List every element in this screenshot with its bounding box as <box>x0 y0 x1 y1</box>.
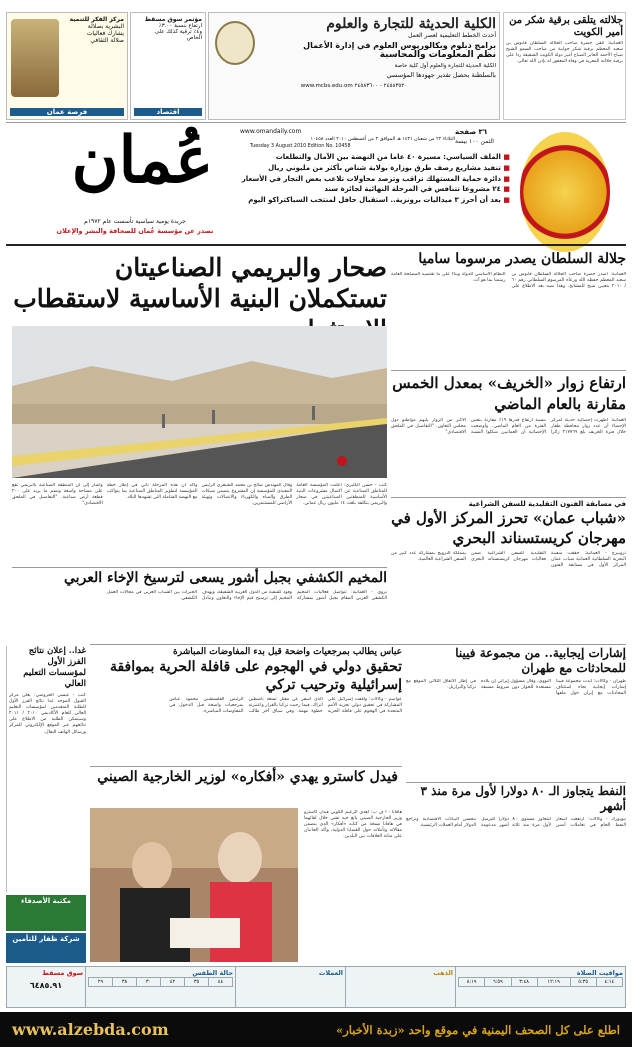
lead-body-col: كتب - حسن الكثيري: أعلنت المؤسسة العامة للمناطق الصناعية عن اكتمال مشروعات البنية الأساسية للمنطقتين الصناعيتين في صحار والبريمي بتكلفة بلغت ١٤ مليون ريال عماني. <box>296 483 387 507</box>
college-ad-title: الكلية الحديثة للتجارة والعلوم <box>326 16 496 32</box>
website[interactable]: www.omandaily.com <box>240 128 302 135</box>
castro-meeting-photo <box>90 808 298 962</box>
teaser-item[interactable] <box>240 163 510 174</box>
college-ad[interactable] <box>208 12 500 120</box>
currency-label: العملات <box>318 969 343 977</box>
oil-story <box>406 784 626 960</box>
banner-slogan: اطلع على كل الصحف اليمنية في موقع واحد «زبدة الأخبار» <box>336 1022 620 1037</box>
stock-value: ٦٤٨٥.٩١ <box>29 981 63 990</box>
abbas-story <box>90 646 402 764</box>
shabab-kicker: في مسابقة الفنون التقليدية للسفن الشراعية <box>468 500 626 508</box>
iran-story <box>406 646 626 780</box>
stock-label: سوق مسقط <box>42 969 83 977</box>
teasers-list <box>240 152 510 206</box>
shabab-headline: «شباب عمان» تحرز المركز الأول في مهرجان كريستسناند البحري <box>391 509 626 547</box>
castro-story <box>90 768 402 964</box>
lead-body <box>12 483 387 565</box>
bullet-icon: ■ <box>500 185 510 194</box>
prayer-time: ٦:٥٩ <box>485 978 511 987</box>
masthead-publisher: تصدر عن مؤسسة عُمان للصحافة والنشر والإعلان <box>56 227 214 235</box>
economy-teaser-line: و٤٪ ترقية كذلك على <box>154 29 202 35</box>
oil-headline: النفط يتجاوز الـ ٨٠ دولارا لأول مرة منذ ٣ أشهر <box>420 784 626 813</box>
bullet-icon: ■ <box>500 163 510 172</box>
iran-headline: إشارات إيجابية.. من مجموعة فيينا للمحادثات مع طهران <box>455 646 626 675</box>
footer-info-bar <box>6 966 626 1008</box>
teaser-item[interactable] <box>240 174 510 185</box>
emblem <box>520 132 610 252</box>
top-story-headline: جلالته يتلقى برقية شكر من أمير الكويت <box>509 15 623 38</box>
banner-site[interactable]: www.alzebda.com <box>12 1020 169 1039</box>
culture-teaser-line: صلالة الثقافي <box>90 37 124 44</box>
top-story-body: العمانية: تلقى حضرة صاحب الجلالة السلطان قابوس بن سعيد المعظم برقية شكر جوابية من صاحب السمو الشيخ صباح الأحمد الجابر الصباح أمير دولة الكويت الشقيقة ردا على برقية جلالته المعزية في وفاة المغفور له بإذن الله تعالى. <box>506 41 623 65</box>
prayer-box <box>455 967 625 1007</box>
ghadan-headline: غدا.. إعلان نتائج الفرز الأول لمؤسسات التعليم العالي <box>23 646 86 689</box>
camp-body: نزوى - العمانية: تتواصل فعاليات المخيم الكشفي العربي المقام بجبل أشور بمشاركة وفود كشفية من الدول العربية الشقيقة، ويهدف المخيم إلى ترسيخ قيم الإخاء والتعاون وتبادل الخبرات بين الشباب العربي في مجالات العمل الكشفي. <box>107 590 387 602</box>
economy-teaser-label: اقتصاد <box>134 108 202 116</box>
castro-body: هافانا - أ ف ب: أهدى الزعيم الكوبي فيدل كاسترو وزير الخارجية الصيني يانغ جيه تشي خلال لقائهما في هافانا نسخة من كتابه «أفكار» الذي يتضمن مقالاته وتأملاته حول القضايا الدولية، وأكد الجانبان على متانة العلاقات بين البلدين. <box>304 810 402 840</box>
camp-headline: المخيم الكشفي بجبل أشور يسعى لترسيخ الإخاء العربي <box>63 570 387 586</box>
ghadan-story <box>6 646 86 892</box>
bullet-icon: ■ <box>500 196 510 205</box>
alzebda-banner[interactable] <box>0 1012 632 1047</box>
culture-teaser-line: البشرية بصلالة <box>87 23 124 30</box>
teaser-text: تنفيذ مشاريع رصف طرق بوزارة بولاية شناص بأكثر من مليوني ريال <box>268 163 501 172</box>
culture-teaser-line: يشارك فعاليات <box>86 30 124 37</box>
side-ad-bottom-text: شركة ظفار للتأمين <box>12 935 80 943</box>
weather-value: ٣٥ <box>185 978 209 987</box>
weather-box <box>85 967 235 1007</box>
khareef-story <box>391 373 626 495</box>
prayer-label: مواقيت الصلاة <box>576 969 623 977</box>
gold-label: الذهب <box>433 969 453 977</box>
lead-body-col: وأشار إلى أن المنطقة الصناعية بالبريمي تقع على مساحة واسعة وتضم ما يزيد على ٢٠٠ قطعة أرض صناعية. "التفاصيل في الملحق الاقتصادي" <box>12 483 103 507</box>
abbas-headline: تحقيق دولي في الهجوم على قافلة الحرية بموافقة إسرائيلية وترحيب تركي <box>109 659 402 693</box>
camp-story <box>12 569 387 643</box>
side-ad-bottom[interactable] <box>6 933 86 963</box>
date-en: Tuesday 3 August 2010 Edition No. 10458 <box>250 144 351 149</box>
lead-headline: صحار والبريمي الصناعيتان تستكملان البنية الأساسية لاستقطاب <box>13 253 387 313</box>
teaser-text: ٢٤ مشروعا تتنافس في المرحلة النهائية لجائزة سند <box>324 185 501 194</box>
oil-body: نيويورك - وكالات: ارتفعت أسعار النفط الخام في تعاملات أمس لتتجاوز مستوى ٨٠ دولارا للبرميل لأول مرة منذ ثلاثة أشهر مدعومة بتحسن البيانات الاقتصادية وتراجع الدولار أمام العملات الرئيسية. <box>406 817 626 829</box>
teaser-text: الملف السياسي: مسيرة ٤٠ عاما من النهضة بين الآمال والتطلعات <box>275 153 501 161</box>
lead-photo <box>12 326 387 478</box>
prayer-time: ١٢:١٩ <box>537 978 570 987</box>
teaser-item[interactable] <box>240 152 510 163</box>
weather-value: ٤٤ <box>209 978 233 987</box>
prayer-time: ٣:٤٨ <box>511 978 537 987</box>
side-ad-top-text: مكتبة الأصدقاء <box>20 897 71 905</box>
khareef-body: العمانية: أظهرت إحصائية حديثة لمركز الإحصاء أن عدد زوار محافظة ظفار خلال فترة الخريف بلغ ٢١٧٧٦٩ زائرا بنسبة ارتفاع قدرها ١٩٪ مقارنة بنفس الفترة من العام الماضي. وأوضحت الإحصائية أن العمانيين شكلوا النسبة الأكبر من الزوار يليهم مواطنو دول مجلس التعاون. "التفاصيل في الملحق الاقتصادي" <box>391 418 626 436</box>
decree-story <box>391 250 626 368</box>
stock-box <box>7 967 85 1007</box>
culture-teaser[interactable] <box>6 12 128 120</box>
price-label: الثمن ١٠٠ بيسة <box>455 138 494 145</box>
college-ad-line: بالسلطنة بحصل تقدير جهودها المؤسسي <box>386 71 496 79</box>
date-line: الثلاثاء ٢٢ من شعبان ١٤٣١ هـ الموافق ٣ من أغسطس ٢٠١٠ العدد ١٠٤٥٨ <box>310 137 455 142</box>
college-ad-line: نظم المعلومات والمحاسبة <box>379 50 496 60</box>
ghadan-body: كتب - عيسى الخروصي: يعلن مركز القبول الموحد غدا نتائج الفرز الأول للطلبة المتقدمين لمؤسسات التعليم العالي للعام الأكاديمي ٢٠١٠ / ٢٠١١ وسيتمكن الطلبة من الاطلاع على نتائجهم عبر الموقع الإلكتروني للمركز ورسائل الهاتف النقال. <box>9 693 86 735</box>
shabab-story <box>391 500 626 630</box>
teaser-item[interactable] <box>240 195 510 206</box>
masthead-logo: عُمان <box>71 123 214 198</box>
economy-teaser-line: مؤتمر سوق مسقط <box>144 16 202 23</box>
prayer-time: ٥:٣٥ <box>570 978 596 987</box>
currency-box <box>235 967 345 1007</box>
college-ad-line: أحدث الخطط التعليمية لعصر العمل <box>408 32 496 39</box>
abbas-body: عواصم - وكالات: وافقت إسرائيل على المشاركة في تحقيق دولي تجريه الأمم المتحدة في الهجوم على قافلة الحرية الذي أسفر عن مقتل تسعة ناشطين أتراك، فيما رحبت تركيا بالقرار واعتبرته خطوة مهمة. وفي سياق آخر طالب الرئيس الفلسطيني محمود عباس بمرجعيات واضحة قبل الدخول في المفاوضات المباشرة. <box>169 697 402 715</box>
prayer-time: ٨:١٩ <box>459 978 485 987</box>
decree-body: العمانية: أصدر حضرة صاحب الجلالة السلطان قابوس بن سعيد المعظم حفظه الله ورعاه المرسوم السلطاني رقم ٦٠ / ٢٠١٠ بتعيين شيخ للمشايخ. وهذا نصه بعد الاطلاع على النظام الأساسي للدولة وبناء على ما تقتضيه المصلحة العامة رسمنا بما هو آت. <box>391 272 626 290</box>
economy-teaser-line: ارتفاع بنسبة ٣.٠٠٪ <box>158 23 202 29</box>
masthead-tagline: جريدة يومية سياسية تأسست عام ١٩٧٢م <box>84 218 186 225</box>
lead-body-col: وأكد أن هذه المرحلة تأتي في إطار خطة المؤسسة لتطوير المناطق الصناعية بما يتواكب مع النهضة الشاملة التي تشهدها البلاد. <box>106 483 198 501</box>
prayer-time: ٤:١٤ <box>596 978 622 987</box>
gold-box <box>345 967 455 1007</box>
castro-headline: فيدل كاسترو يهدي «أفكاره» لوزير الخارجية الصيني <box>97 769 398 785</box>
shabab-body: تروبيرج - العمانية: حققت سفينة البحرية السلطانية العمانية شباب عمان المركز الأول في مسابقة الفنون التقليدية للسفن الشراعية ضمن فعاليات مهرجان كريستسناند البحري بمملكة النرويج بمشاركة عدد كبير من السفن الشراعية العالمية. <box>391 551 626 569</box>
college-ad-phone: www.mcbs.edu.om ٢٤٥٨٣٥٢٠ - ٢٤٥٨٣٦٠٠ <box>300 83 408 89</box>
pages-label: ٣٦ صفحة <box>455 128 488 136</box>
lead-body-col: وقال المهندس صالح بن محمد الشنفري الرئيس التنفيذي للمؤسسة إن المشروع يتضمن شبكات الطرق والمياه والكهرباء والاتصالات وتهيئة الأراضي للمستثمرين. <box>201 483 293 507</box>
weather-table <box>88 977 233 987</box>
teaser-item[interactable] <box>240 184 510 195</box>
prayer-table <box>458 977 623 987</box>
top-story-box <box>503 12 626 120</box>
college-ad-line: برامج دبلوم وبكالوريوس العلوم في إدارة الأعمال <box>303 41 496 50</box>
college-ad-line: الكلية الحديثة للتجارة والعلوم أول كلية خاصة <box>394 63 496 69</box>
weather-value: ٣٨ <box>113 978 137 987</box>
teaser-text: دائرة حماية المستهلك تراقب وترصد محاولات تلاعب بعض التجار في الأسعار <box>241 174 501 183</box>
culture-teaser-photo <box>11 19 59 97</box>
bullet-icon: ■ <box>500 174 510 183</box>
weather-value: ٢٩ <box>89 978 113 987</box>
teaser-text: بعد أن أحرز ٣ ميداليات برونزية.. استقبال حافل لمنتخب السباكتراكو اليوم <box>248 196 501 205</box>
weather-value: ٣٠ <box>137 978 161 987</box>
castro-photo <box>90 808 298 962</box>
culture-teaser-line: مركز الفكر للتنمية <box>69 16 124 23</box>
decree-headline: جلالة السلطان يصدر مرسوما ساميا <box>418 251 626 267</box>
weather-value: ٤٢ <box>161 978 185 987</box>
economy-teaser-line: الخاص <box>186 35 202 41</box>
economy-teaser[interactable] <box>130 12 206 120</box>
khareef-headline: ارتفاع زوار «الخريف» بمعدل الخمس مقارنة بالعام الماضي <box>392 374 626 413</box>
iran-body: طهران - وكالات: أبدت مجموعة فيينا إشارات إيجابية تجاه استئناف المحادثات مع إيران حول ملفها النووي، وقال مسؤول إيراني إن بلاده مستعدة للحوار دون شروط مسبقة في إطار الاتفاق الثلاثي الموقع مع تركيا والبرازيل. <box>406 679 626 697</box>
abbas-kicker: عباس يطالب بمرجعيات واضحة قبل بدء المفاوضات المباشرة <box>173 647 402 657</box>
culture-teaser-label: فرصة عمان <box>10 108 124 116</box>
side-ad-top[interactable] <box>6 895 86 931</box>
industrial-road-photo <box>12 326 387 478</box>
weather-label: حالة الطقس <box>192 969 233 977</box>
college-ad-logo <box>215 21 255 65</box>
bullet-icon: ■ <box>500 153 510 161</box>
